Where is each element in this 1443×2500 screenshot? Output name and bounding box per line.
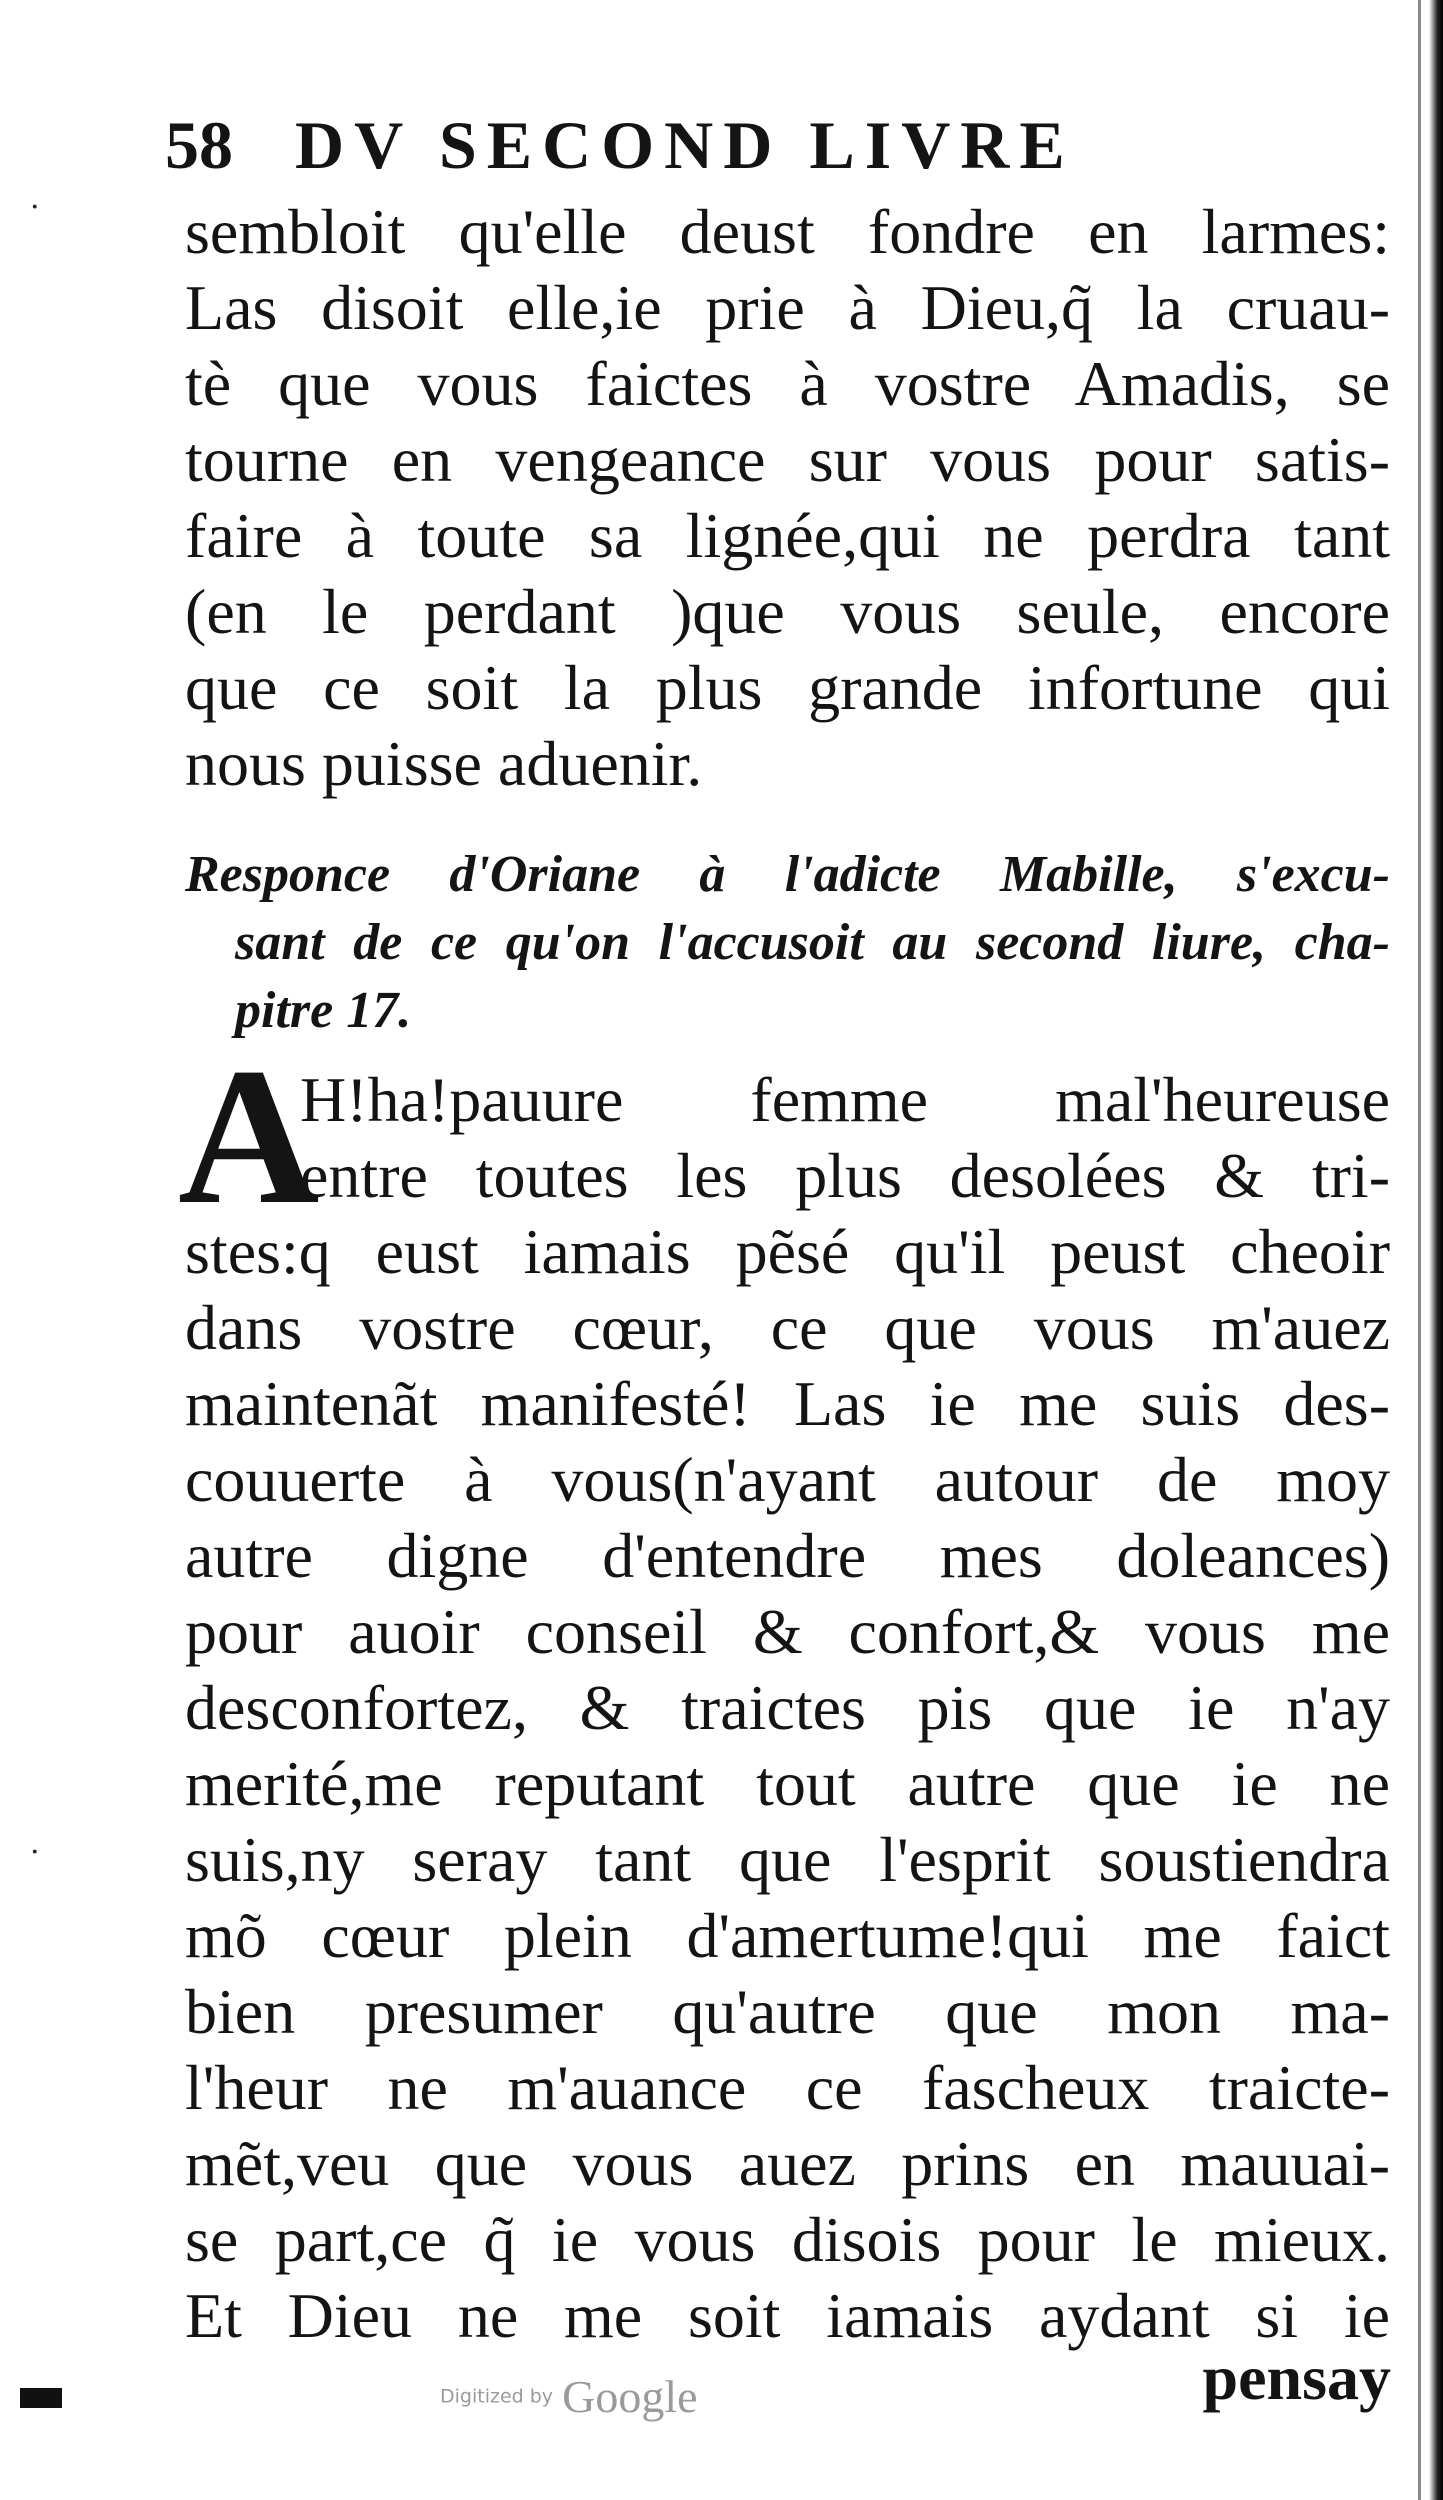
text-line: H!ha!pauure femme mal'heureuse [300,1064,1390,1135]
text-line: stes:q eust iamais pẽsé qu'il peust cheoir [185,1216,1390,1287]
text-line: mẽt,veu que vous auez prins en mauuai- [185,2128,1390,2199]
page-edge-shadow [1429,0,1443,2500]
catchword: pensay [1202,2342,1391,2413]
text-line: mõ cœur plein d'amertume!qui me faict [185,1900,1390,1971]
text-line: se part,ce q̃ ie vous disois pour le mieux. [185,2204,1390,2275]
rubric-line: Responce d'Oriane à l'adicte Mabille, s'excu- [185,846,1390,903]
text-line: bien presumer qu'autre que mon ma- [185,1976,1390,2047]
page-number: 58 [165,107,233,183]
drop-cap: A [178,1028,320,1245]
text-line: Las disoit elle,ie prie à Dieu,q̃ la cruau- [185,272,1390,343]
rubric-line: sant de ce qu'on l'accusoit au second liure, cha- [235,914,1390,971]
text-line: pour auoir conseil & confort,& vous me [185,1596,1390,1667]
text-line: l'heur ne m'auance ce fascheux traicte- [185,2052,1390,2123]
running-header [165,100,1225,190]
text-line: merité,me reputant tout autre que ie ne [185,1748,1390,1819]
text-line: faire à toute sa lignée,qui ne perdra tant [185,500,1390,571]
page-edge-line [1418,0,1421,2500]
text-line: sembloit qu'elle deust fondre en larmes: [185,196,1390,267]
text-line: desconfortez, & traictes pis que ie n'ay [185,1672,1390,1743]
digitization-watermark [440,2370,698,2430]
ink-smudge [20,2388,62,2408]
text-line: Et Dieu ne me soit iamais aydant si ie [185,2280,1390,2351]
rubric-line: pitre 17. [235,982,412,1039]
text-line: suis,ny seray tant que l'esprit soustiendra [185,1824,1390,1895]
margin-dot: · [30,1835,40,1870]
margin-dot: · [30,190,40,225]
watermark-brand: Google [562,2371,698,2422]
watermark-prefix: Digitized by [440,2385,554,2408]
text-line: maintenãt manifesté! Las ie me suis des- [185,1368,1390,1439]
running-title: DV SECOND LIVRE [295,107,1075,183]
text-line: tè que vous faictes à vostre Amadis, se [185,348,1390,419]
text-line: couuerte à vous(n'ayant autour de moy [185,1444,1390,1515]
text-line: autre digne d'entendre mes doleances) [185,1520,1390,1591]
text-line: entre toutes les plus desolées & tri- [300,1140,1390,1211]
text-line: dans vostre cœur, ce que vous m'auez [185,1292,1390,1363]
text-line: (en le perdant )que vous seule, encore [185,576,1390,647]
text-line: nous puisse aduenir. [185,728,703,799]
text-line: que ce soit la plus grande infortune qui [185,652,1390,723]
text-line: tourne en vengeance sur vous pour satis- [185,424,1390,495]
